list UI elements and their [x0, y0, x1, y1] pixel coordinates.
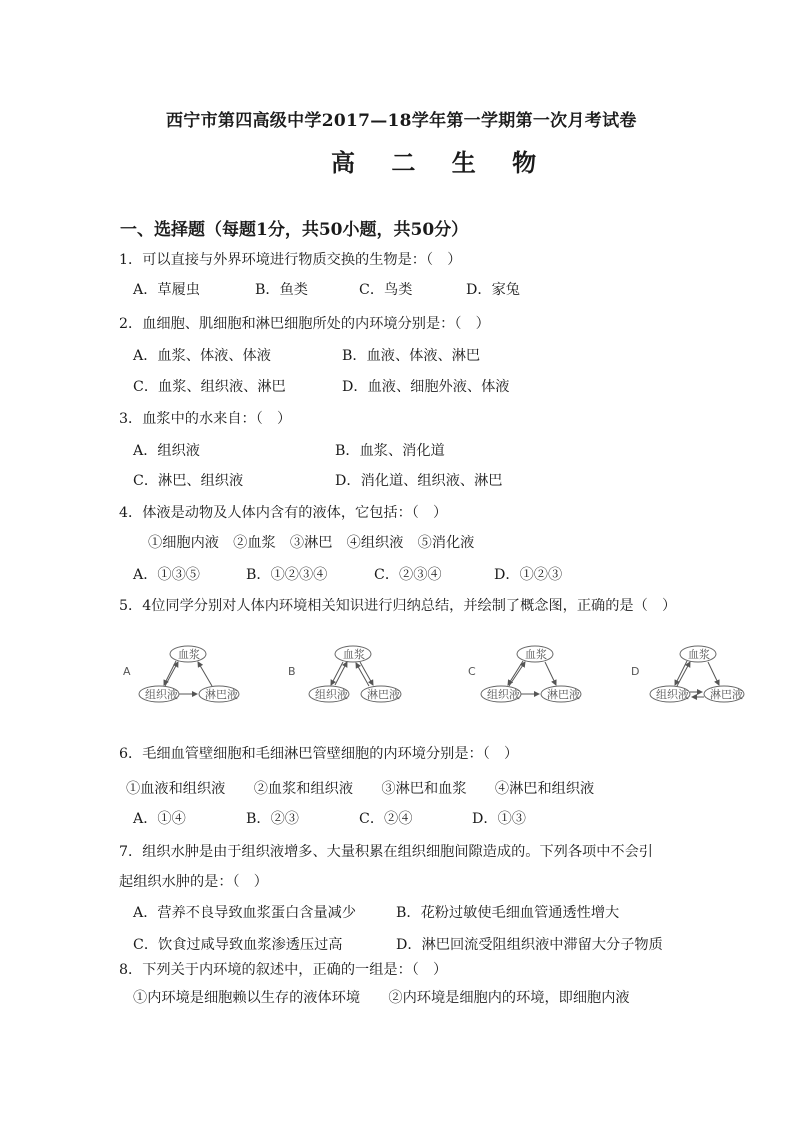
q1-option-d: D．家兔: [466, 282, 520, 298]
node-left: 组织液: [487, 688, 520, 701]
q4-option-a: A．①③⑤: [133, 567, 200, 583]
q6-stem: 6．毛细血管壁细胞和毛细淋巴管壁细胞的内环境分别是：（ ）: [119, 746, 519, 762]
q5-diagram-a: [120, 640, 250, 710]
q6-option-c: C．②④: [359, 811, 413, 827]
node-left: 组织液: [656, 688, 689, 701]
q4-option-b: B．①②③④: [246, 567, 328, 583]
q1-option-b: B．鱼类: [255, 282, 308, 298]
diagram-letter: D: [631, 665, 640, 678]
q3-option-b: B．血浆、消化道: [335, 443, 445, 459]
node-left: 组织液: [145, 688, 178, 701]
q3-stem: 3．血浆中的水来自：（ ）: [119, 411, 292, 427]
diagram-letter: A: [123, 665, 131, 678]
node-top: 血浆: [178, 648, 200, 661]
q7-option-b: B．花粉过敏使毛细血管通透性增大: [396, 905, 620, 921]
q3-option-a: A．组织液: [133, 443, 200, 459]
node-top: 血浆: [525, 648, 547, 661]
q4-items: ①细胞内液 ②血浆 ③淋巴 ④组织液 ⑤消化液: [148, 535, 475, 551]
q6-option-b: B．②③: [246, 811, 299, 827]
q4-option-d: D．①②③: [494, 567, 563, 583]
node-top: 血浆: [343, 648, 365, 661]
q1-option-c: C．鸟类: [359, 282, 413, 298]
section-heading: 一、选择题（每题1分，共50小题，共50分）: [120, 220, 469, 240]
q5-stem: 5．4位同学分别对人体内环境相关知识进行归纳总结，并绘制了概念图，正确的是（ ）: [119, 598, 677, 614]
q6-option-d: D．①③: [472, 811, 526, 827]
node-top: 血浆: [688, 648, 710, 661]
q8-stem: 8．下列关于内环境的叙述中，正确的一组是：（ ）: [119, 962, 448, 978]
q5-diagram-d: [628, 640, 758, 710]
q3-option-c: C．淋巴、组织液: [133, 473, 244, 489]
node-right: 淋巴液: [547, 688, 580, 701]
node-right: 淋巴液: [710, 688, 743, 701]
q1-option-a: A．草履虫: [133, 282, 200, 298]
q2-stem: 2．血细胞、肌细胞和淋巴细胞所处的内环境分别是：（ ）: [119, 316, 490, 332]
q6-items: ①血液和组织液 ②血浆和组织液 ③淋巴和血浆 ④淋巴和组织液: [126, 781, 595, 797]
q7-option-a: A．营养不良导致血浆蛋白含量减少: [133, 905, 357, 921]
q7-option-d: D．淋巴回流受阻组织液中滞留大分子物质: [396, 937, 663, 953]
node-right: 淋巴液: [367, 688, 400, 701]
q2-option-d: D．血液、细胞外液、体液: [342, 379, 510, 395]
q5-diagram-c: [465, 640, 595, 710]
q4-option-c: C．②③④: [374, 567, 442, 583]
diagram-letter: B: [288, 665, 296, 678]
exam-title: 西宁市第四高级中学2017—18学年第一学期第一次月考试卷: [166, 111, 637, 131]
q6-option-a: A．①④: [133, 811, 186, 827]
q2-option-c: C．血浆、组织液、淋巴: [133, 379, 286, 395]
q1-stem: 1．可以直接与外界环境进行物质交换的生物是：（ ）: [119, 252, 462, 268]
q2-option-b: B．血液、体液、淋巴: [342, 348, 481, 364]
node-right: 淋巴液: [205, 688, 238, 701]
q4-stem: 4．体液是动物及人体内含有的液体，它包括：（ ）: [119, 505, 448, 521]
q8-items: ①内环境是细胞赖以生存的液体环境 ②内环境是细胞内的环境，即细胞内液: [133, 990, 630, 1006]
q7-option-c: C．饮食过咸导致血浆渗透压过高: [133, 937, 343, 953]
diagram-letter: C: [468, 665, 476, 678]
q7-stem-line1: 7．组织水肿是由于组织液增多、大量积累在组织细胞间隙造成的。下列各项中不会引: [119, 844, 653, 860]
q5-diagram-b: [285, 640, 415, 710]
q7-stem-line2: 起组织水肿的是：（ ）: [119, 874, 268, 890]
subject-title: 高 二 生 物: [331, 148, 551, 177]
q3-option-d: D．消化道、组织液、淋巴: [335, 473, 503, 489]
node-left: 组织液: [315, 688, 348, 701]
q2-option-a: A．血浆、体液、体液: [133, 348, 271, 364]
